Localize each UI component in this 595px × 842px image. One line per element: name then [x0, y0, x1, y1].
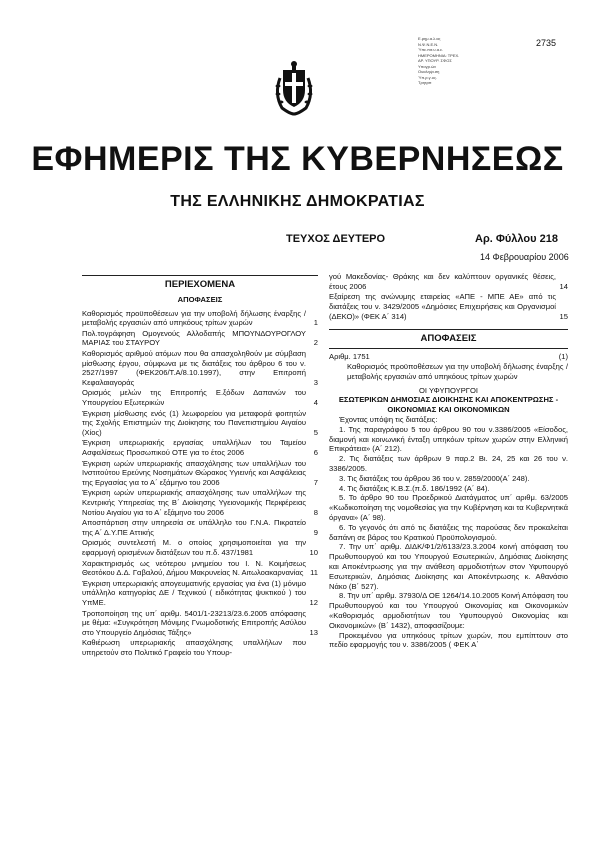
table-of-contents — [82, 309, 318, 658]
divider — [329, 348, 568, 349]
sheet-value: 218 — [539, 233, 558, 245]
toc-entry[interactable]: Αποσπάρτιση στην υπηρεσία σε υπάλληλο του Γ.Ν.Α. Πικρατείο της Α΄ Δ.Υ.ΠΕ Αττικής 9 — [82, 518, 318, 538]
greek-coat-of-arms-icon — [272, 58, 316, 116]
toc-entry[interactable]: Εξαίρεση της ανώνυμης εταιρείας «ΑΠΕ - ΜΠΕ ΑΕ» από τις διατάξεις του ν. 3429/2005 «Δημόσιες Επιχειρήσεις και Οργανισμοί (ΔΕΚΟ)» (ΦΕΚ Α΄ 314) 15 — [329, 292, 568, 321]
ministries-heading: ΕΣΩΤΕΡΙΚΩΝ ΔΗΜΟΣΙΑΣ ΔΙΟΙΚΗΣΗΣ ΚΑΙ ΑΠΟΚΕΝΤΡΩΣΗΣ - ΟΙΚΟΝΟΜΙΑΣ ΚΑΙ ΟΙΚΟΝΟΜΙΚΩΝ — [338, 395, 559, 415]
divider — [82, 275, 318, 276]
stamp-line: Ύπ.ρ.γ.ος. — [418, 74, 438, 80]
decisions-heading: ΑΠΟΦΑΣΕΙΣ — [420, 333, 477, 345]
stamp-line: Ύπε.πιτ.υ.α.ε. — [418, 47, 444, 52]
divider — [329, 329, 568, 330]
toc-entry[interactable]: Χαρακτηρισμός ως νεότερου μνημείου του Ι. Ν. Κοιμήσεως Θεοτόκου Δ.Δ. Γαβαλού, Δήμου Μακρυνείας Ν. Αιτωλοακαρνανίας 11 — [82, 558, 318, 578]
issue-label: ΤΕΥΧΟΣ ΔΕΥΤΕΡΟ — [286, 233, 386, 245]
toc-entry[interactable]: Ορισμός συντελεστή Μ. ο οποίος χρησιμοποιείται για την εφαρμογή ορισμένων διατάξεων του π.δ. 437/1981 10 — [82, 538, 318, 558]
decision-number: Αριθμ. 1751 — [329, 352, 370, 362]
decisions-heading: ΑΠΟΦΑΣΕΙΣ — [177, 294, 223, 304]
toc-entry[interactable]: Έγκριση υπερωριακής εργασίας υπαλλήλων του Ταμείου Ασφαλίσεως Προσωπικού ΟΤΕ για το έτος 2006 6 — [82, 438, 318, 458]
digital-signature-stamp — [418, 36, 488, 86]
stamp-line: Ε.ρημ.α.λ.ας — [418, 36, 441, 41]
body-paragraph: 2. Τις διατάξεις των άρθρων 9 παρ.2 Βι. 24, 25 και 26 του ν. 3386/2005. — [329, 454, 568, 474]
body-paragraph: 6. Το γεγονός ότι από τις διατάξεις της παρούσας δεν προκαλείται δαπάνη σε βάρος του Κρατικού Προϋπολογισμού. — [329, 522, 568, 542]
sheet-label: Αρ. Φύλλου — [475, 233, 537, 245]
gazette-title: ΕΦΗΜΕΡΙΣ ΤΗΣ ΚΥΒΕΡΝΗΣΕΩΣ — [31, 140, 564, 178]
toc-entry[interactable]: Τροποποίηση της υπ΄ αριθμ. 5401/1-23213/23.6.2005 απόφασης με θέμα: «Συγκρότηση Μόνιμης Γνωμοδοτικής Επιτροπής Ασύλου στο Υπουργείο Δημόσιας Τάξης» 13 — [82, 608, 318, 638]
decision-number-line — [329, 352, 568, 362]
toc-entry[interactable]: Καθορισμός προϋποθέσεων για την υποβολή δήλωσης έναρξης / μεταβολής εργασιών από υπηκόους τρίτων χωρών 1 — [82, 308, 318, 328]
toc-entry[interactable]: Καθιέρωση υπερωριακής απασχόλησης υπαλλήλων που υπηρετούν στο Πολιτικό Γραφείο του Υπουρ- — [82, 638, 306, 658]
body-paragraph: 4. Τις διατάξεις Κ.Β.Σ.(π.δ. 186/1992 (Α΄ 84). — [339, 483, 490, 493]
stamp-line: Υπογρ.ών — [418, 63, 437, 69]
toc-entry[interactable]: Καθορισμός αριθμού ατόμων που θα απασχοληθούν με σύμβαση μίσθωσης έργου, σύμφωνα με τις διατάξεις του άρθρου 6 του ν. 2527/1997 (ΦΕΚ206/Τ.Α/8.10.1997), στην Επιτροπή Κεφαλαιαγοράς 3 — [82, 348, 318, 388]
toc-entry[interactable]: Πολ.τογράφηση Ομογενούς Αλλοδαπής ΜΠΟΥΝΔΟΥΡΟΓΛΟΥ ΜΑΡΙΑΣ του ΣΤΑΥΡΟΥ 2 — [82, 328, 318, 348]
stamp-line: Τρητρπ — [418, 80, 432, 85]
body-paragraph: 1. Της παραγράφου 5 του άρθρου 90 του ν.3386/2005 «Είσοδος, διαμονή και κοινωνική ένταξη υπηκόων τρίτων χωρών στην Ελληνική Επικράτεια» (Α΄ 212). — [329, 424, 568, 454]
left-column — [82, 272, 318, 658]
contents-heading: ΠΕΡΙΕΧΟΜΕΝΑ — [164, 279, 236, 290]
body-paragraph: 7. Την υπ΄ αριθμ. ΔΙΔΚ/Φ1/2/6133/23.3.2004 κοινή απόφαση του Πρωθυπουργού και του Υπουργού Εσωτερικών, Δημόσιας Διοίκησης και Αποκέντρωσης για την ανάθεση αρμοδιοτήτων στον Υφυπουργό Εσωτερικών, Δημόσιας Διοίκησης και Αποκέντρωσης κ. Αθανάσιο Νάκο (Β΄ 527). — [329, 542, 568, 591]
stamp-line: Ουαληψι.ση — [418, 69, 440, 74]
intro-text: Έχοντας υπόψη τις διατάξεις: — [339, 415, 438, 425]
sheet-number — [475, 233, 558, 245]
issue-date: 14 Φεβρουαρίου 2006 — [480, 252, 569, 262]
toc-entry[interactable]: Ορισμός μελών της Επιτροπής Ε.ξόδων Δαπανών του Υπουργείου Εξωτερικών 4 — [82, 388, 318, 408]
stamp-line: ΑΡ. ΥΠΟΥΡ. ΣΦΟΣ — [418, 58, 452, 63]
body-paragraph: Προκειμένου για υπηκόους τρίτων χωρών, που εμπίπτουν στο πεδίο εφαρμογής του ν. 3386/2005 ( ΦΕΚ Α΄ — [329, 630, 568, 650]
stamp-line: ΗΜΕΡΟΜΗΝΙΑ: ΤΡΕΧ. — [418, 52, 460, 58]
body-paragraph: 8. Την υπ΄ αριθμ. 37930/Δ ΟΕ 1264/14.10.2005 Κοινή Απόφαση του Πρωθυπουργού και του Υπουργού Οικονομίας και Οικονομικών «Καθορισμός αρμοδιοτήτων του Υφυπουργού Οικονομίας και Οικονομικών» (Β΄ 1432), αποφασίζουμε: — [329, 591, 568, 630]
page-number: 2735 — [536, 38, 557, 48]
gazette-subtitle: ΤΗΣ ΕΛΛΗΝΙΚΗΣ ΔΗΜΟΚΡΑΤΙΑΣ — [170, 193, 425, 210]
toc-entry[interactable]: Έγκριση ωρών υπερωριακής απασχόλησης των υπαλλήλων του Ινστιτούτου Ερεύνης Νοσημάτων Θώρακος Υγιεινής και Ασφάλειας της Εργασίας για το Α΄ εξάμηνο του 2006 7 — [82, 458, 318, 488]
toc-entry[interactable]: Έγκριση μίσθωσης ενός (1) λεωφορείου για μεταφορά φοιτητών της Σχολής Επιστημών της Διοίκησης του Πανεπιστημίου Αιγαίου (Χίος) 5 — [82, 408, 318, 438]
toc-entry[interactable]: Έγκριση υπερωριακής απογευματινής εργασίας για ένα (1) μόνιμο υπάλληλο κατηγορίας ΔΕ / Τεχνικού ( ειδικότητας ψυκτικού ) του ΥπΜΕ. 12 — [82, 578, 318, 608]
toc-entry[interactable]: γού Μακεδονίας- Θράκης και δεν καλύπτουν οργανικές θέσεις, έτους 2006 14 — [329, 272, 568, 291]
stamp-line: Ν.Ψ.Ν.Ε.Ν. — [418, 41, 439, 47]
decision-ref: (1) — [558, 352, 568, 362]
toc-entry[interactable]: Έγκριση ωρών υπερωριακής απασχόλησης των υπαλλήλων της Κεντρικής Υπηρεσίας της Β΄ Διοίκησης Υγειονομικής Περιφέρειας Νοτίου Αιγαίου για το Α΄ εξάμηνο του 2006 8 — [82, 488, 318, 518]
body-paragraph: 5. Το άρθρο 90 του Προεδρικού Διατάγματος υπ΄ αριθμ. 63/2005 «Κωδικοποίηση της νομοθεσίας για την Κυβέρνηση και τα Κυβερνητικά όργανα» (Α΄ 98). — [329, 493, 568, 523]
body-paragraph: 3. Τις διατάξεις του άρθρου 36 του ν. 2859/2000(Α΄ 248). — [339, 473, 530, 483]
right-column — [329, 272, 568, 650]
ministers-heading: ΟΙ ΥΦΥΠΟΥΡΓΟΙ — [419, 385, 478, 395]
decision-title: Καθορισμός προϋποθέσεων για την υποβολή δήλωσης έναρξης / μεταβολής εργασιών από υπηκόους τρίτων χωρών — [347, 362, 568, 381]
